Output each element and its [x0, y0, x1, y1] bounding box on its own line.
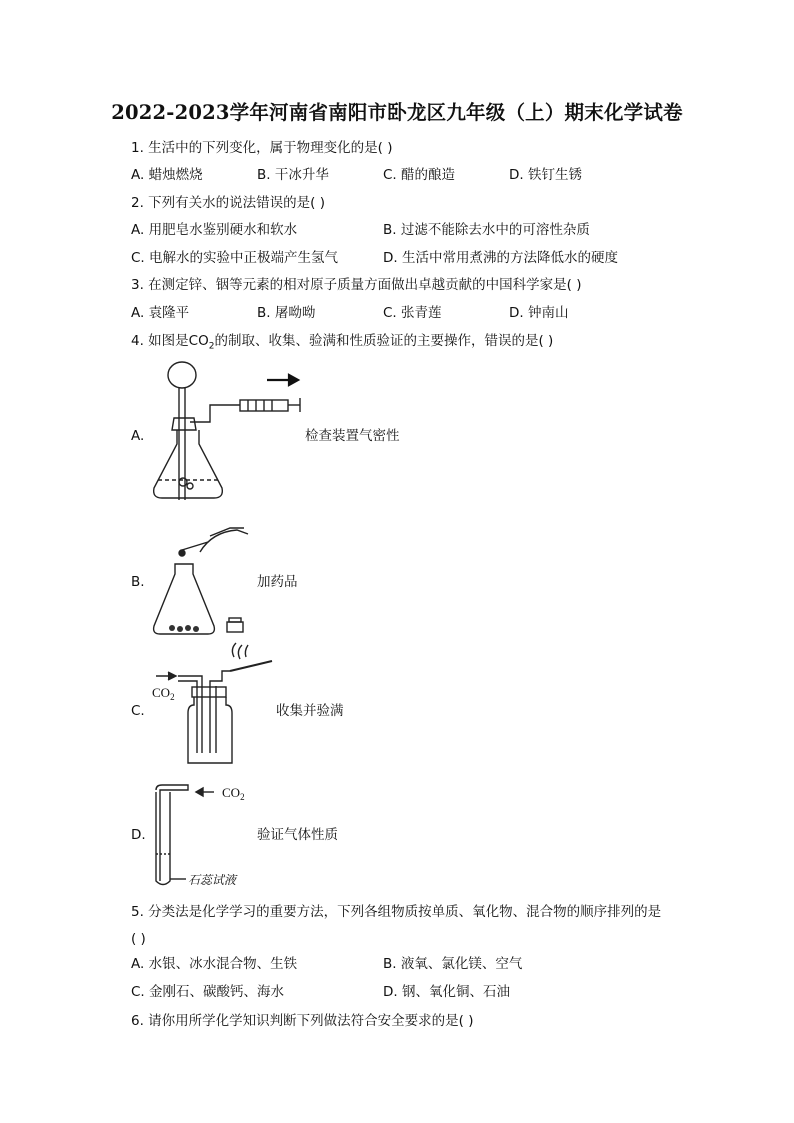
question-5-option-c: C. 金刚石、碳酸钙、海水 — [131, 984, 285, 1000]
svg-text:CO2: $CO_2$ — [222, 785, 245, 802]
question-6-stem: 6. 请你用所学化学知识判断下列做法符合安全要求的是( ) — [131, 1013, 474, 1029]
question-1-option-c: C. 醋的酿造 — [383, 167, 456, 183]
svg-text:CO2: $CO_2$ — [152, 685, 175, 702]
option-c-label: C. — [131, 703, 145, 719]
option-a-caption: 检查装置气密性 — [305, 428, 400, 444]
question-3-stem: 3. 在测定锌、铟等元素的相对原子质量方面做出卓越贡献的中国科学家是( ) — [131, 277, 582, 293]
question-5-option-b: B. 液氧、氯化镁、空气 — [383, 956, 523, 972]
option-b-caption: 加药品 — [257, 574, 298, 590]
question-2-option-a: A. 用肥皂水鉴别硬水和软水 — [131, 222, 298, 238]
airtightness-apparatus-image — [150, 360, 310, 510]
question-1-stem: 1. 生活中的下列变化，属于物理变化的是( ) — [131, 140, 393, 156]
question-1-option-a: A. 蜡烛燃烧 — [131, 167, 203, 183]
question-3-option-b: B. 屠呦呦 — [257, 305, 316, 321]
question-3-option-d: D. 钟南山 — [509, 305, 569, 321]
question-5-option-d: D. 钢、氧化铜、石油 — [383, 984, 510, 1000]
question-5-stem: 5. 分类法是化学学习的重要方法，下列各组物质按单质、氧化物、混合物的顺序排列的是 — [131, 904, 662, 920]
question-5-paren: ( ) — [131, 931, 146, 947]
question-1-option-b: B. 干冰升华 — [257, 167, 329, 183]
question-5-option-a: A. 水银、冰水混合物、生铁 — [131, 956, 298, 972]
option-d-caption: 验证气体性质 — [257, 827, 338, 843]
question-2-option-c: C. 电解水的实验中正极端产生氢气 — [131, 250, 339, 266]
gas-property-test-image — [150, 776, 262, 890]
page-title: 2022-2023学年河南省南阳市卧龙区九年级（上）期末化学试卷 — [111, 101, 683, 124]
collection-apparatus-image — [150, 653, 275, 771]
svg-text:石蕊试液: 石蕊试液 — [188, 873, 237, 887]
question-3-option-a: A. 袁隆平 — [131, 305, 190, 321]
question-2-stem: 2. 下列有关水的说法错误的是( ) — [131, 195, 325, 211]
adding-reagent-image — [152, 522, 257, 640]
option-b-label: B. — [131, 574, 145, 590]
question-1-option-d: D. 铁钉生锈 — [509, 167, 582, 183]
option-d-label: D. — [131, 827, 146, 843]
option-c-caption: 收集并验满 — [276, 703, 344, 719]
question-4-stem: 4. 如图是$CO_2$的制取、收集、验满和性质验证的主要操作，错误的是( ) — [131, 333, 554, 352]
question-2-option-d: D. 生活中常用煮沸的方法降低水的硬度 — [383, 250, 618, 266]
question-3-option-c: C. 张青莲 — [383, 305, 442, 321]
option-a-label: A. — [131, 428, 145, 444]
question-2-option-b: B. 过滤不能除去水中的可溶性杂质 — [383, 222, 590, 238]
